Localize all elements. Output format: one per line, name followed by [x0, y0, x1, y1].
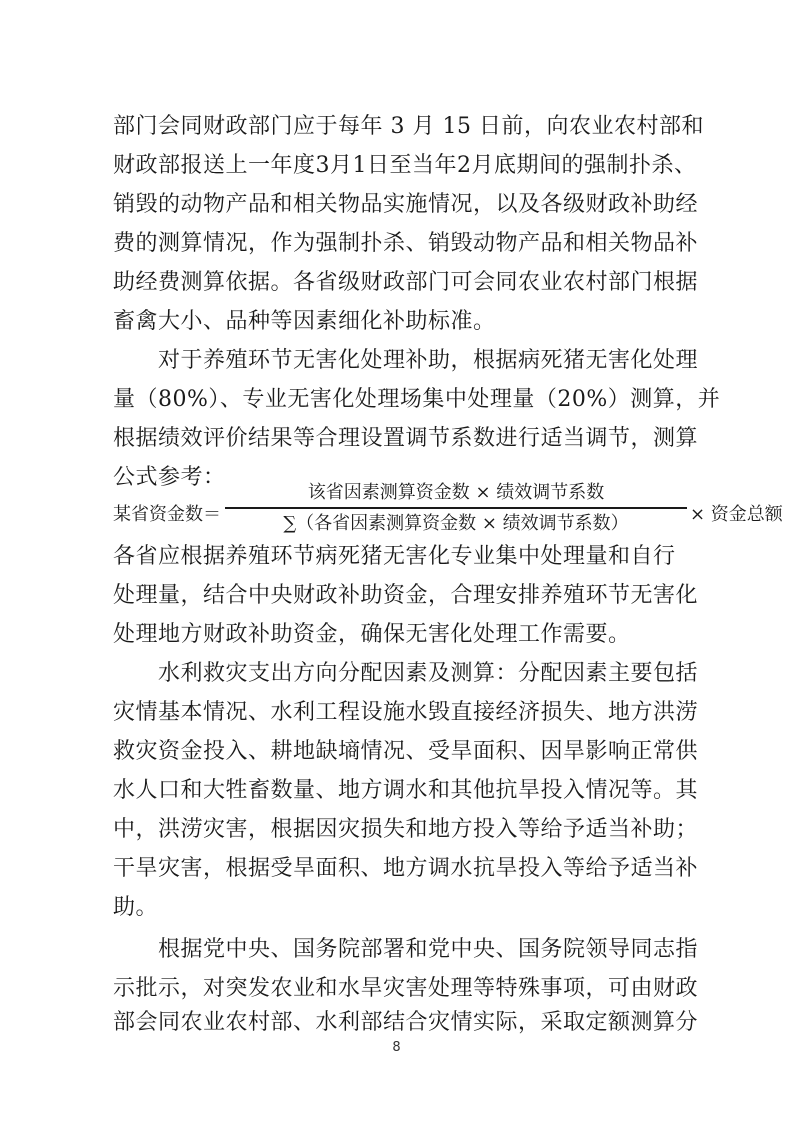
- paragraph-4-line-4: 水人口和大牲畜数量、地方调水和其他抗旱投入情况等。其: [113, 778, 699, 803]
- paragraph-2-line-1: 对于养殖环节无害化处理补助，根据病死猪无害化处理: [158, 348, 699, 373]
- paragraph-4-line-2: 灾情基本情况、水利工程设施水毁直接经济损失、地方洪涝: [113, 700, 699, 725]
- paragraph-1-line-4: 费的测算情况，作为强制扑杀、销毁动物产品和相关物品补: [113, 231, 699, 256]
- formula-fraction: [225, 480, 687, 537]
- paragraph-2-line-4: 公式参考：: [113, 465, 226, 490]
- paragraph-3-line-2: 处理量，结合中央财政补助资金，合理安排养殖环节无害化: [113, 583, 699, 608]
- formula-rhs: × 资金总额: [690, 504, 783, 525]
- paragraph-1-line-3: 销毁的动物产品和相关物品实施情况，以及各级财政补助经: [113, 192, 699, 217]
- paragraph-2-line-3: 根据绩效评价结果等合理设置调节系数进行适当调节，测算: [113, 426, 699, 451]
- formula-denominator: ∑（各省因素测算资金数 × 绩效调节系数）: [283, 512, 629, 534]
- paragraph-4-line-5: 中，洪涝灾害，根据因灾损失和地方投入等给予适当补助；: [113, 817, 699, 842]
- fraction-bar: [225, 507, 687, 509]
- paragraph-2-line-2: 量（80%）、专业无害化处理场集中处理量（20%）测算，并: [113, 387, 721, 412]
- paragraph-1-line-1: 部门会同财政部门应于每年 3 月 15 日前，向农业农村部和: [113, 114, 704, 139]
- paragraph-1-line-5: 助经费测算依据。各省级财政部门可会同农业农村部门根据: [113, 270, 699, 295]
- paragraph-5-line-2: 示批示，对突发农业和水旱灾害处理等特殊事项，可由财政: [113, 976, 699, 1001]
- formula-numerator: 该省因素测算资金数 × 绩效调节系数: [307, 482, 605, 503]
- page-number: 8: [392, 1040, 401, 1055]
- paragraph-5-line-1: 根据党中央、国务院部署和党中央、国务院领导同志指: [158, 937, 699, 962]
- paragraph-3-line-1: 各省应根据养殖环节病死猪无害化专业集中处理量和自行: [113, 544, 676, 569]
- paragraph-3-line-3: 处理地方财政补助资金，确保无害化处理工作需要。: [113, 622, 631, 647]
- paragraph-4-line-7: 助。: [113, 895, 159, 920]
- paragraph-5-line-3: 部会同农业农村部、水利部结合灾情实际，采取定额测算分: [113, 1010, 699, 1035]
- allocation-formula: [113, 480, 783, 540]
- paragraph-4-line-3: 救灾资金投入、耕地缺墒情况、受旱面积、因旱影响正常供: [113, 739, 699, 764]
- paragraph-4-line-1: 水利救灾支出方向分配因素及测算：分配因素主要包括: [158, 661, 699, 686]
- paragraph-1-line-6: 畜禽大小、品种等因素细化补助标准。: [113, 309, 496, 334]
- formula-lhs: 某省资金数＝: [113, 504, 221, 525]
- paragraph-1-line-2: 财政部报送上一年度3月1日至当年2月底期间的强制扑杀、: [113, 153, 697, 178]
- paragraph-4-line-6: 干旱灾害，根据受旱面积、地方调水抗旱投入等给予适当补: [113, 856, 699, 881]
